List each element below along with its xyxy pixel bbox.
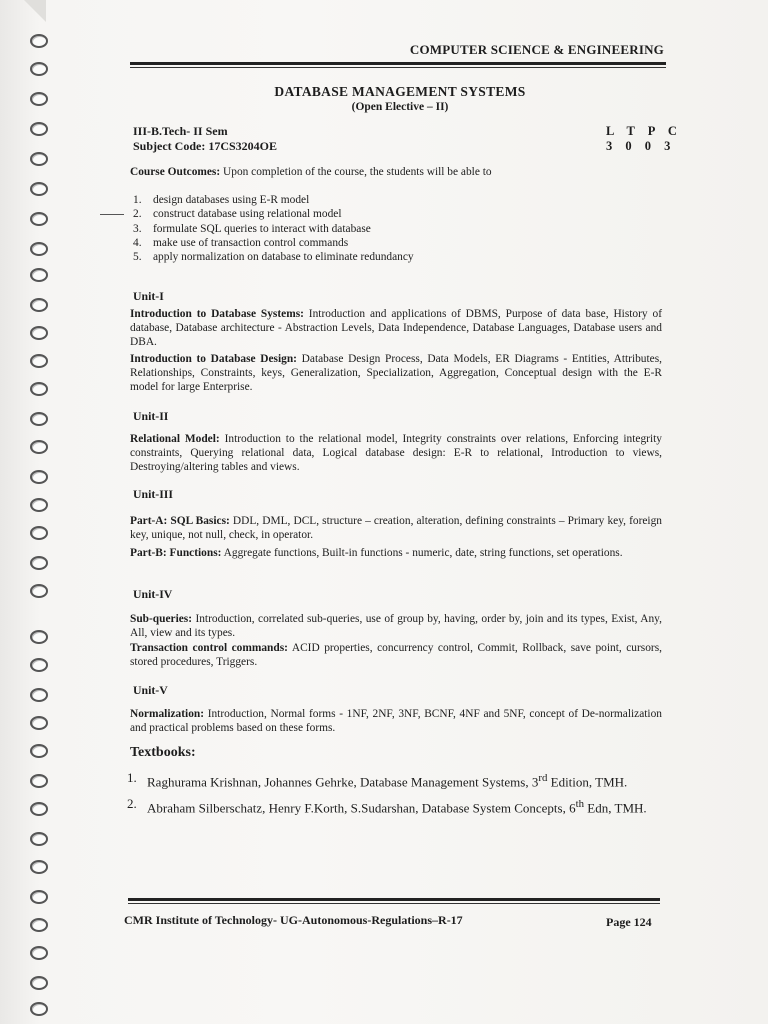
textbooks-list <box>127 770 663 823</box>
unit-3-paragraph-2: Part-B: Functions: Aggregate functions, Built-in functions - numeric, date, string functions, set operations. <box>130 547 623 559</box>
ltpc-values: 3 0 0 3 <box>606 139 676 153</box>
textbooks-heading: Textbooks: <box>130 745 196 760</box>
footer-institute: CMR Institute of Technology- UG-Autonomous-Regulations–R-17 <box>124 913 463 927</box>
unit-3-heading: Unit-III <box>133 487 173 501</box>
course-outcomes-label: Course Outcomes: <box>130 166 221 178</box>
ltpc-header: L T P C <box>606 124 682 138</box>
department-header: COMPUTER SCIENCE & ENGINEERING <box>409 42 664 57</box>
unit-5-heading: Unit-V <box>133 683 168 697</box>
course-outcomes-intro <box>130 165 662 179</box>
page-number: Page 124 <box>606 915 652 929</box>
list-item: 4. make use of transaction control commands <box>133 236 349 249</box>
list-item: 1. design databases using E-R model <box>133 194 310 206</box>
list-item: 2. construct database using relational model <box>133 208 342 221</box>
list-item: 1. Raghurama Krishnan, Johannes Gehrke, Database Management Systems, 3rd Edition, TMH. <box>127 770 628 790</box>
list-item: 3. formulate SQL queries to interact with database <box>133 222 371 235</box>
unit-1-heading: Unit-I <box>133 289 164 303</box>
unit-4-heading: Unit-IV <box>133 587 173 601</box>
list-item: 2. Abraham Silberschatz, Henry F.Korth, S.Sudarshan, Database System Concepts, 6th Edn, TMH. <box>127 796 647 816</box>
unit-1-paragraph-1: Introduction to Database Systems: Introduction and applications of DBMS, Purpose of data base, History of database, Database architecture - Abstraction Levels, Data Independence, Database Languages, Database users and DBA. <box>130 308 662 348</box>
semester-label: III-B.Tech- II Sem <box>133 124 228 138</box>
unit-2-paragraph-1: Relational Model: Introduction to the relational model, Integrity constraints over relations, Enforcing integrity constraints, Querying relational data, Logical database design: E-R to relational, Introduction to views, Destroying/altering tables and views. <box>130 433 662 473</box>
footer-rule <box>128 898 660 901</box>
subject-code: Subject Code: 17CS3204OE <box>133 139 278 153</box>
header-rule <box>130 62 666 65</box>
unit-1-paragraph-2: Introduction to Database Design: Database Design Process, Data Models, ER Diagrams - Entities, Attributes, Relationships, Constraints, keys, Generalization, Specialization, Aggregation, Conceptual design with the E-R model for large Enterprise. <box>130 353 663 393</box>
unit-4-paragraph-1: Sub-queries: Introduction, correlated sub-queries, use of group by, having, order by, join and its types, Exist, Any, All, view and its types. <box>130 613 662 639</box>
footer-rule-thin <box>128 903 660 904</box>
course-outcomes-text: Upon completion of the course, the students will be able to <box>220 166 492 178</box>
unit-4-paragraph-2: Transaction control commands: ACID properties, concurrency control, Commit, Rollback, save point, cursors, stored procedures, Triggers. <box>130 642 662 668</box>
header-rule-thin <box>130 67 666 68</box>
course-subtitle: (Open Elective – II) <box>351 101 449 113</box>
course-outcomes-list <box>133 193 414 264</box>
course-title: DATABASE MANAGEMENT SYSTEMS <box>274 84 526 99</box>
pen-mark <box>100 214 124 215</box>
unit-3-paragraph-1: Part-A: SQL Basics: DDL, DML, DCL, structure – creation, alteration, defining constraints – Primary key, foreign key, unique, not null, check, in operator. <box>130 515 662 541</box>
unit-2-heading: Unit-II <box>133 409 169 423</box>
list-item: 5. apply normalization on database to eliminate redundancy <box>133 251 414 264</box>
unit-5-paragraph-1: Normalization: Introduction, Normal forms - 1NF, 2NF, 3NF, BCNF, 4NF and 5NF, concept of De-normalization and practical problems based on these forms. <box>130 708 662 734</box>
